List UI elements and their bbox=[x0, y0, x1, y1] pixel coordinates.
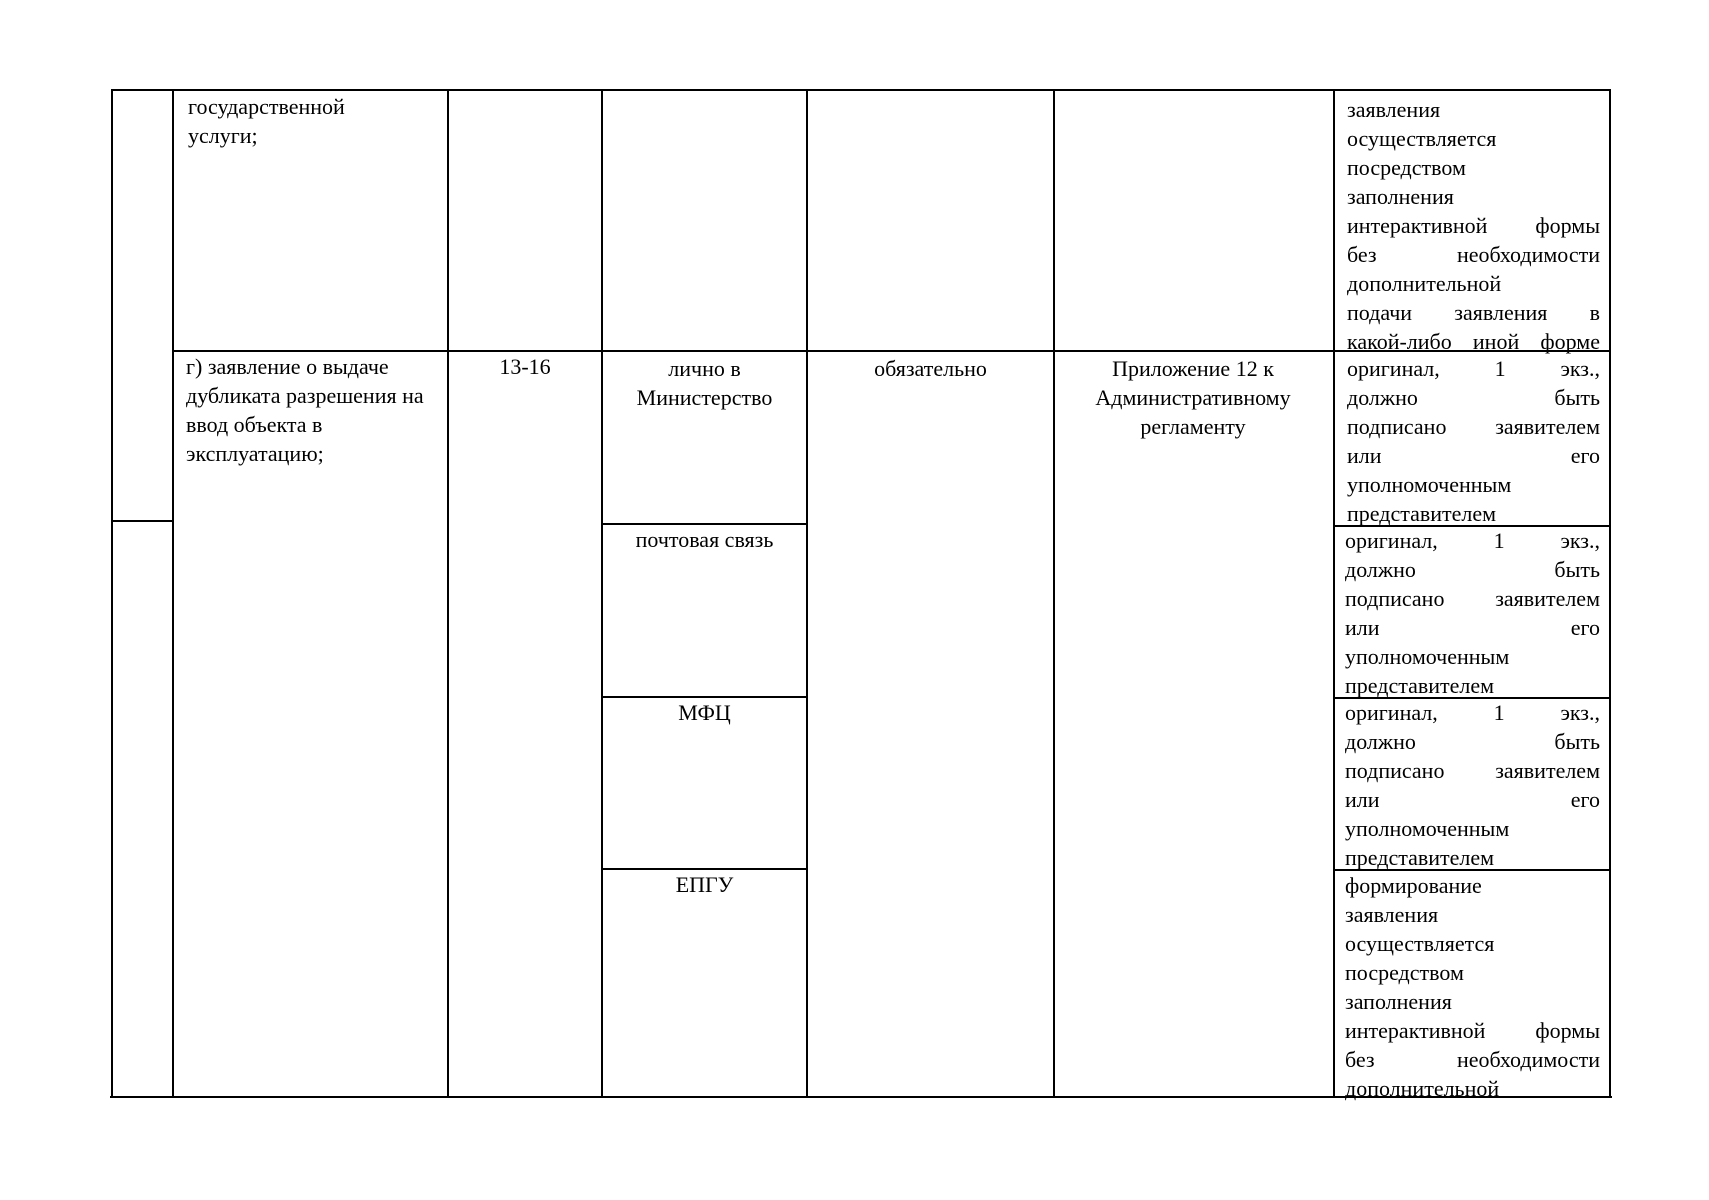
notes-line: заявления bbox=[1345, 902, 1439, 927]
notes-line: представителем bbox=[1345, 845, 1495, 870]
notes-line: оригинал, 1 экз., bbox=[1345, 528, 1600, 553]
notes-line: подписано заявителем bbox=[1345, 586, 1600, 611]
first-column-separator bbox=[112, 520, 174, 522]
notes-line: формирование bbox=[1345, 873, 1482, 898]
table-top-border bbox=[112, 89, 1611, 91]
notes-line: подписано заявителем bbox=[1347, 414, 1600, 439]
notes-epgu bbox=[1345, 871, 1600, 1103]
notes-line: оригинал, 1 экз., bbox=[1345, 700, 1600, 725]
table-left-border bbox=[111, 89, 113, 1098]
notes-line: уполномоченным bbox=[1345, 816, 1510, 841]
column-divider-4 bbox=[806, 89, 808, 1098]
notes-line: должно быть bbox=[1345, 557, 1600, 582]
notes-line: какой-либо иной форме bbox=[1347, 329, 1600, 354]
notes-mfc bbox=[1345, 698, 1600, 872]
document-name-g: г) заявление о выдаче дубликата разрешения на ввод объекта в эксплуатацию; bbox=[186, 354, 424, 466]
notes-line: интерактивной формы bbox=[1347, 213, 1600, 238]
notes-continuation bbox=[1347, 95, 1600, 356]
column-divider-1 bbox=[172, 89, 174, 1098]
notes-line: дополнительной bbox=[1345, 1076, 1500, 1101]
notes-personal bbox=[1347, 354, 1600, 528]
notes-line: заполнения bbox=[1347, 184, 1454, 209]
column-divider-6 bbox=[1333, 89, 1335, 1098]
notes-line: подачи заявления в bbox=[1347, 300, 1600, 325]
notes-line: интерактивной формы bbox=[1345, 1018, 1600, 1043]
column-divider-3 bbox=[601, 89, 603, 1098]
notes-line: или его bbox=[1345, 615, 1600, 640]
notes-line: дополнительной bbox=[1347, 271, 1502, 296]
notes-line: посредством bbox=[1347, 155, 1466, 180]
notes-line: должно быть bbox=[1345, 729, 1600, 754]
notes-line: подписано заявителем bbox=[1345, 758, 1600, 783]
points-g: 13-16 bbox=[499, 354, 551, 379]
notes-line: должно быть bbox=[1347, 385, 1600, 410]
notes-line: или его bbox=[1347, 443, 1600, 468]
notes-line: представителем bbox=[1347, 501, 1497, 526]
column-divider-2 bbox=[447, 89, 449, 1098]
notes-line: оригинал, 1 экз., bbox=[1347, 356, 1600, 381]
method-epgu: ЕПГУ bbox=[675, 872, 734, 897]
method-mfc: МФЦ bbox=[678, 700, 731, 725]
notes-line: уполномоченным bbox=[1345, 644, 1510, 669]
notes-line: или его bbox=[1345, 787, 1600, 812]
notes-line: представителем bbox=[1345, 673, 1495, 698]
notes-post bbox=[1345, 526, 1600, 700]
notes-line: осуществляется bbox=[1347, 126, 1497, 151]
column-divider-5 bbox=[1053, 89, 1055, 1098]
notes-line: без необходимости bbox=[1345, 1047, 1600, 1072]
method-post: почтовая связь bbox=[635, 527, 774, 552]
obligation-g: обязательно bbox=[874, 356, 987, 381]
table-right-border bbox=[1609, 89, 1611, 1098]
notes-line: посредством bbox=[1345, 960, 1464, 985]
form-g: Приложение 12 к Административному регламенту bbox=[1095, 356, 1291, 439]
document-name-continuation: государственной услуги; bbox=[188, 94, 345, 148]
notes-line: заполнения bbox=[1345, 989, 1452, 1014]
method-personal: лично в Министерство bbox=[636, 356, 773, 410]
notes-line: осуществляется bbox=[1345, 931, 1495, 956]
notes-line: заявления bbox=[1347, 97, 1441, 122]
notes-line: без необходимости bbox=[1347, 242, 1600, 267]
notes-line: уполномоченным bbox=[1347, 472, 1512, 497]
